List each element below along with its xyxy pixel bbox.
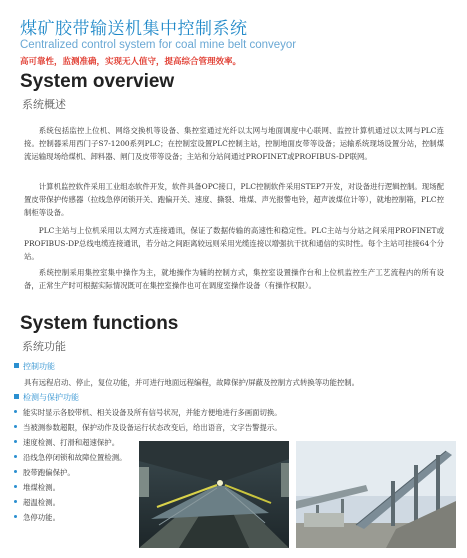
square-bullet-icon <box>14 394 19 399</box>
protection-function-heading <box>14 392 79 403</box>
control-function-label: 控制功能 <box>23 362 55 371</box>
functions-heading: System functions <box>20 313 179 334</box>
functions-subheading: 系统功能 <box>22 340 66 353</box>
overview-heading: System overview <box>20 71 175 92</box>
list-item-text: 能实时显示各胶带机、相关设备及所有信号状况，并能方便地进行多画面切换。 <box>23 408 282 417</box>
tagline: 高可靠性，监测准确，实现无人值守，提高综合管理效率。 <box>20 57 242 67</box>
bullet-dot-icon <box>14 470 17 473</box>
protection-function-label: 检测与保护功能 <box>23 393 79 402</box>
bullet-dot-icon <box>14 515 17 518</box>
bullet-dot-icon <box>14 485 17 488</box>
overview-paragraph-3: PLC主站与上位机采用以太网方式连接通讯，保证了数据传输的高速性和稳定性。PLC主站与分站之间采用PROFINET或PROFIBUS-DP总线电缆连接通讯，若分站之间距离较远则采用光缆连接以增强抗干扰和通信的实时性。每个主站可挂接64个分站。 <box>24 226 444 261</box>
underground-conveyor-photo <box>139 441 289 548</box>
bullet-dot-icon <box>14 425 17 428</box>
bullet-dot-icon <box>14 410 17 413</box>
list-item-text: 超温检测。 <box>23 498 60 507</box>
list-item <box>14 420 282 435</box>
bullet-dot-icon <box>14 440 17 443</box>
bullet-dot-icon <box>14 455 17 458</box>
list-item-text: 胶带跑偏保护。 <box>23 468 75 477</box>
overview-paragraph-1: 系统包括监控上位机、网络交换机等设备、集控室通过光纤以太网与地面调度中心联网、监控计算机通过以太网与PLC连接。控制器采用西门子S7-1200系列PLC；在控制室设置PLC控制主站，控制地面皮带等设备；运输系统现场设置分站，控制煤流运输现场给煤机、卸料器、闸门及皮带等设备；主站和分站间通过PROFINET或PROFIBUS-DP联网。 <box>24 126 444 161</box>
bullet-dot-icon <box>14 500 17 503</box>
list-item-text: 堆煤检测。 <box>23 483 60 492</box>
page-title: 煤矿胶带输送机集中控制系统 <box>20 19 248 39</box>
page-subtitle-english: Centralized control system for coal mine belt conveyor <box>20 39 297 51</box>
list-item <box>14 405 282 420</box>
surface-conveyor-photo <box>296 441 456 548</box>
square-bullet-icon <box>14 363 19 368</box>
list-item-text: 急停功能。 <box>23 513 60 522</box>
control-function-heading <box>14 361 55 372</box>
control-function-text: 具有远程启动、停止，复位功能，并可进行地面远程编程，故障保护/屏蔽及控制方式转换等功能控制。 <box>24 378 360 387</box>
list-item-text: 速度检测、打滑和超速保护。 <box>23 438 120 447</box>
list-item-text: 沿线急停闭锁和故障位置检测。 <box>23 453 127 462</box>
list-item-text: 当被测参数超限，保护动作及设备运行状态改变后，给出语音，文字告警提示。 <box>23 423 282 432</box>
overview-paragraph-4: 系统控制采用集控室集中操作为主，就地操作为辅的控制方式，集控室设置操作台和上位机监控生产工艺流程内的所有设备，正常生产时可根据实际情况既可在集控室操作也可在调度室操作设备（有操作权限）。 <box>24 268 444 290</box>
overview-paragraph-2: 计算机监控软件采用工业组态软件开发，软件具备OPC接口，PLC控制软件采用STEP7开发，对设备进行逻辑控制。现场配置皮带保护传感器（拉线急停闭锁开关、跑偏开关、速度、撕裂、堆煤、声光报警电铃，超声波煤位计等），就地控制箱，PLC控制柜等设备。 <box>24 182 444 217</box>
overview-subheading: 系统概述 <box>22 98 66 111</box>
